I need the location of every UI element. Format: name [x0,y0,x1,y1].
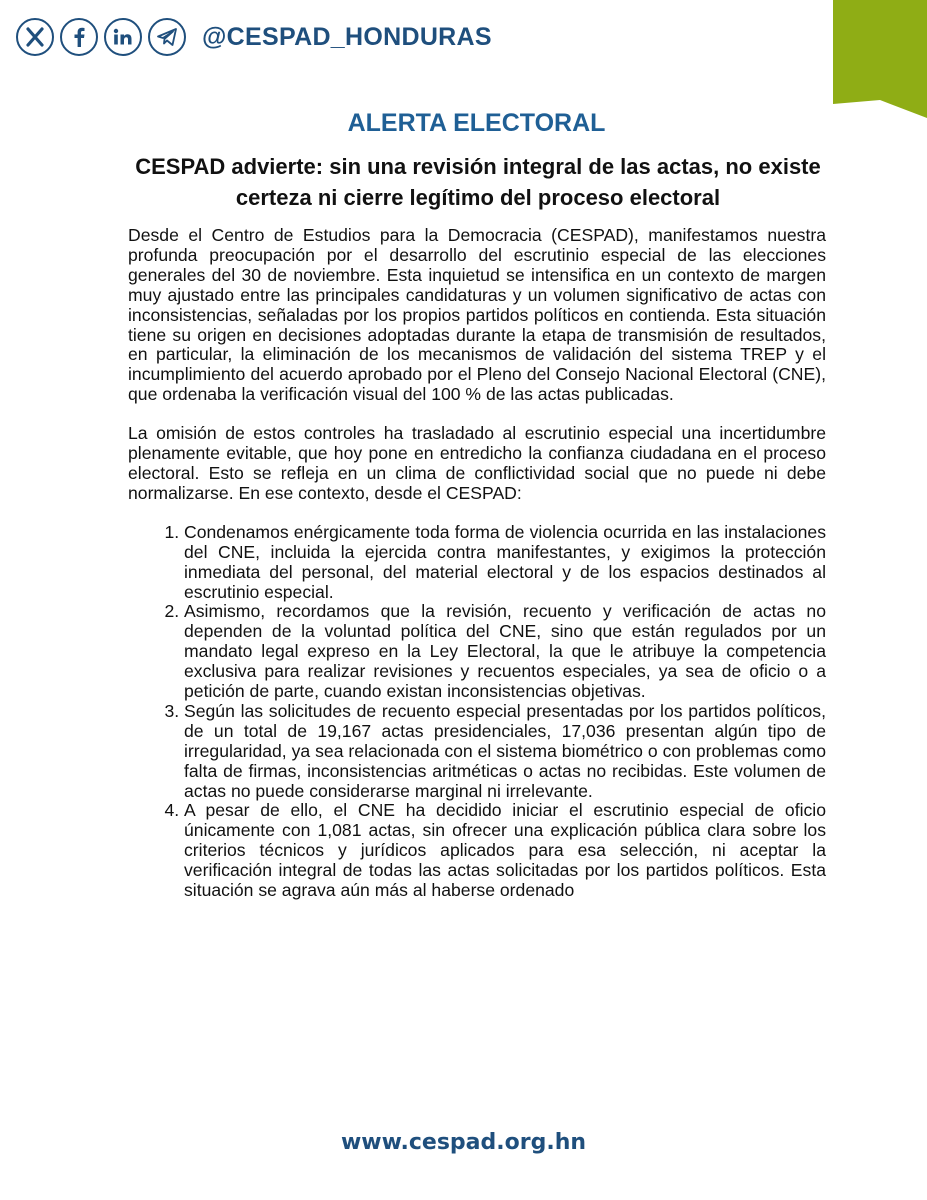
demands-list [128,523,826,901]
corner-accent-shape [833,0,927,118]
list-item: 1. Condenamos enérgicamente toda forma de violencia ocurrida en las instalaciones del CNE, incluida la ejercida contra manifestantes, y exigimos la protección inmediata del personal, del material electoral y de los espacios destinados al escrutinio especial. [184,523,826,603]
social-handle[interactable]: @CESPAD_HONDURAS [202,22,492,51]
list-item: 3. Según las solicitudes de recuento especial presentadas por los partidos políticos, de un total de 19,167 actas presidenciales, 17,036 presentan algún tipo de irregularidad, ya sea relacionada con el sistema biométrico o con problemas como falta de firmas, inconsistencias aritméticas o actas no recibidas. Este volumen de actas no puede considerarse marginal ni irrelevante. [184,702,826,802]
page-title: ALERTA ELECTORAL [347,109,606,137]
social-links [16,18,492,56]
footer-url[interactable]: www.cespad.org.hn [340,1130,587,1155]
x-icon[interactable] [16,18,54,56]
page-subtitle: CESPAD advierte: sin una revisión integral de las actas, no existe certeza ni cierre legítimo del proceso electoral [135,154,821,210]
paragraph: La omisión de estos controles ha trasladado al escrutinio especial una incertidumbre plenamente evitable, que hoy pone en entredicho la confianza ciudadana en el proceso electoral. Esto se refleja en un clima de conflictividad social que no puede ni debe normalizarse. En ese contexto, desde el CESPAD: [128,423,826,503]
facebook-icon[interactable] [60,18,98,56]
list-item: 2. Asimismo, recordamos que la revisión, recuento y verificación de actas no dependen de la voluntad política del CNE, sino que están regulados por un mandato legal expreso en la Ley Electoral, la que le atribuye la competencia exclusiva para realizar revisiones y recuentos especiales, ya sea de oficio o a petición de parte, cuando existan inconsistencias objetivas. [184,602,826,702]
linkedin-icon[interactable] [104,18,142,56]
paragraph: Desde el Centro de Estudios para la Democracia (CESPAD), manifestamos nuestra profunda preocupación por el desarrollo del escrutinio especial de las elecciones generales del 30 de noviembre. Esta inquietud se intensifica en un contexto de margen muy ajustado entre las principales candidaturas y un volumen significativo de actas con inconsistencias, señaladas por los propios partidos políticos en contienda. Esta situación tiene su origen en decisiones adoptadas durante la etapa de transmisión de resultados, en particular, la eliminación de los mecanismos de validación del sistema TREP y el incumplimiento del acuerdo aprobado por el Pleno del Consejo Nacional Electoral (CNE), que ordenaba la verificación visual del 100 % de las actas publicadas. [128,225,826,405]
document-body [128,226,826,901]
list-item: 4. A pesar de ello, el CNE ha decidido iniciar el escrutinio especial de oficio únicamente con 1,081 actas, sin ofrecer una explicación pública clara sobre los criterios técnicos y jurídicos aplicados para esa selección, ni aceptar la verificación integral de todas las actas solicitadas por los partidos políticos. Esta situación se agrava aún más al haberse ordenado [184,801,826,901]
telegram-icon[interactable] [148,18,186,56]
